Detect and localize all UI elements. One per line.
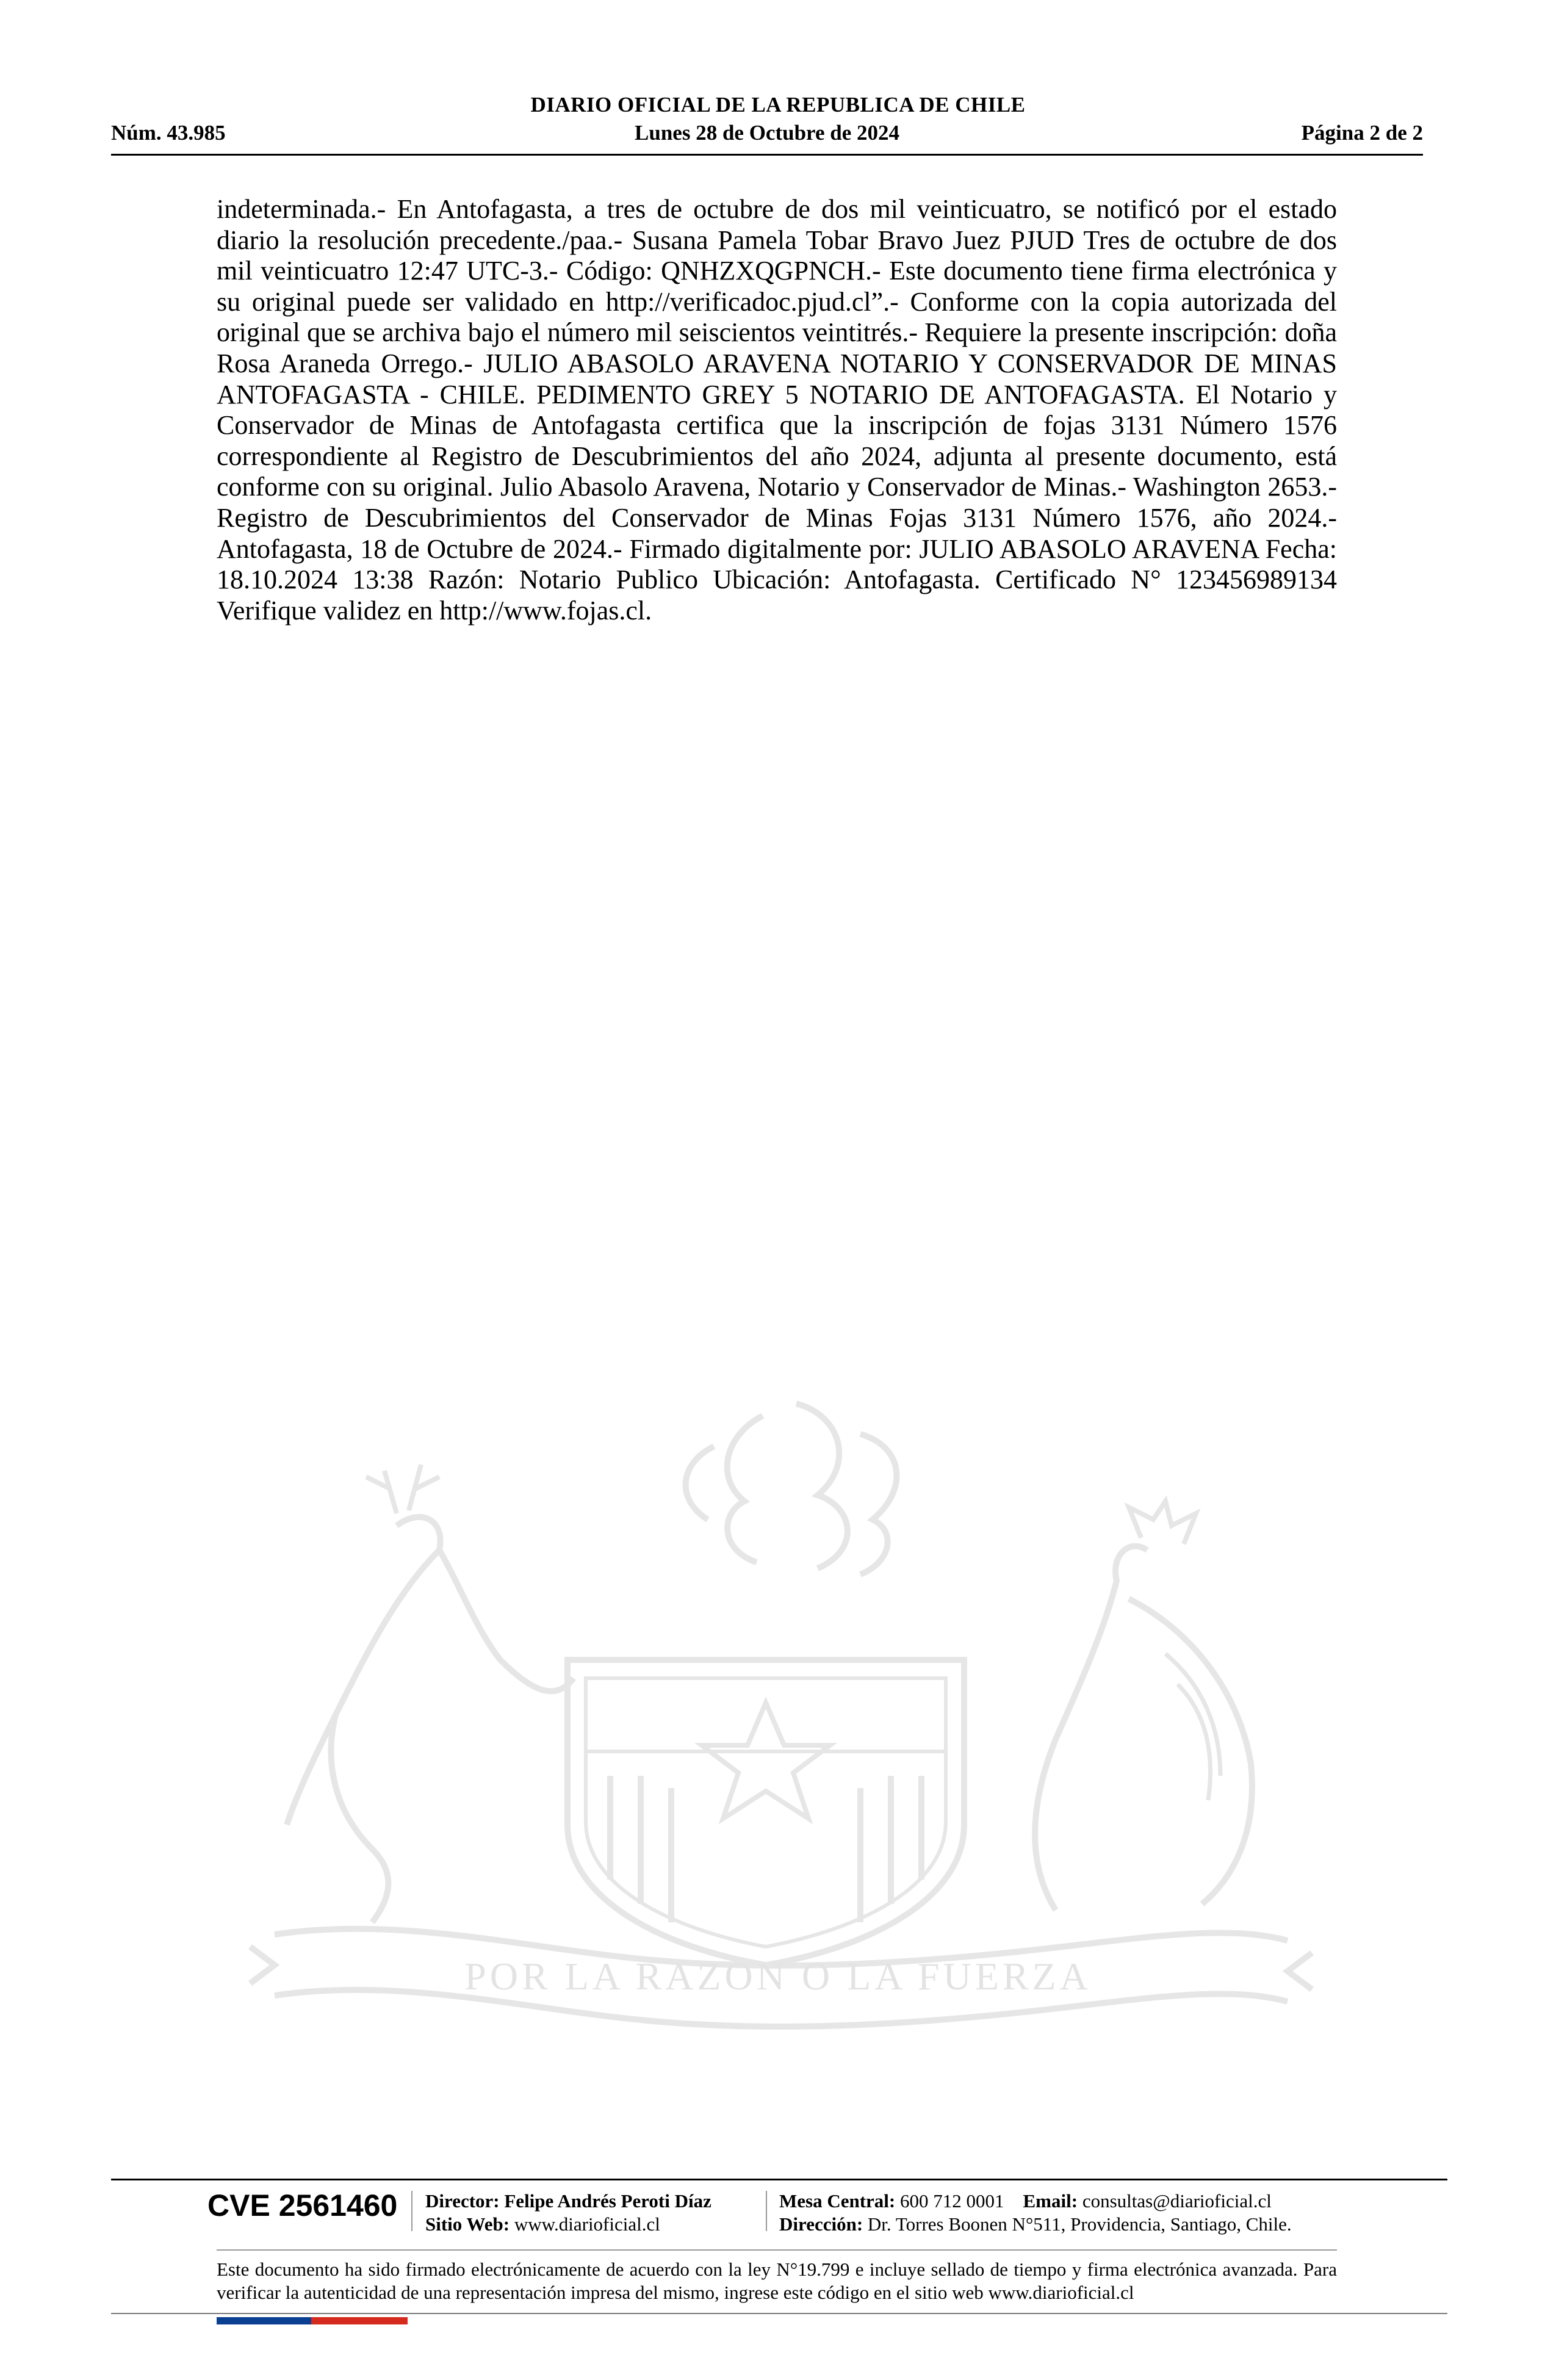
- footer-phone-email: Mesa Central: 600 712 0001 Email: consultas@diarioficial.cl: [779, 2190, 1272, 2212]
- footer-divider-top: [111, 2179, 1447, 2180]
- cve-code: CVE 2561460: [207, 2188, 398, 2223]
- newspaper-title: DIARIO OFICIAL DE LA REPUBLICA DE CHILE: [530, 93, 1026, 117]
- document-body-text: indeterminada.- En Antofagasta, a tres de octubre de dos mil veinticuatro, se notificó por el estado diario la resolución precedente./paa.- Susana Pamela Tobar Bravo Juez PJUD Tres de octubre de dos mil veinticuatro 12:47 UTC-3.- Código: QNHZXQGPNCH.- Este documento tiene firma electrónica y su original puede ser validado en http://verificadoc.pjud.cl”.- Conforme con la copia autorizada del original que se archiva bajo el número mil seiscientos veintitrés.- Requiere la presente inscripción: doña Rosa Araneda Orrego.- JULIO ABASOLO ARAVENA NOTARIO Y CONSERVADOR DE MINAS ANTOFAGASTA - CHILE. PEDIMENTO GREY 5 NOTARIO DE ANTOFAGASTA. El Notario y Conservador de Minas de Antofagasta certifica que la inscripción de fojas 3131 Número 1576 correspondiente al Registro de Descubrimientos del año 2024, adjunta al presente documento, está conforme con su original. Julio Abasolo Aravena, Notario y Conservador de Minas.- Washington 2653.- Registro de Descubrimientos del Conservador de Minas Fojas 3131 Número 1576, año 2024.- Antofagasta, 18 de Octubre de 2024.- Firmado digitalmente por: JULIO ABASOLO ARAVENA Fecha: 18.10.2024 13:38 Razón: Notario Publico Ubicación: Antofagasta. Certificado N° 123456989134 Verifique validez en http://www.fojas.cl.: [217, 194, 1337, 626]
- footer-director: Director: Felipe Andrés Peroti Díaz: [425, 2190, 711, 2212]
- footer-address: Dirección: Dr. Torres Boonen N°511, Providencia, Santiago, Chile.: [779, 2213, 1292, 2235]
- footer-separator: [411, 2191, 412, 2231]
- page-number: Página 2 de 2: [1301, 121, 1423, 145]
- footer-disclaimer: Este documento ha sido firmado electrónicamente de acuerdo con la ley N°19.799 e incluye sellado de tiempo y firma electrónica avanzada. Para verificar la autenticidad de una representación impresa del mismo, ingrese este código en el sitio web www.diarioficial.cl: [217, 2259, 1337, 2303]
- footer-contact-block: [779, 2190, 1292, 2236]
- motto-text: POR LA RAZON O LA FUERZA: [464, 1955, 1092, 1998]
- issue-date: Lunes 28 de Octubre de 2024: [635, 121, 899, 145]
- header-row: [111, 121, 1423, 148]
- website-link[interactable]: www.diarioficial.cl: [514, 2213, 660, 2235]
- header-divider: [111, 154, 1423, 156]
- issue-number: Núm. 43.985: [111, 121, 226, 145]
- flag-stripe-blue: [217, 2317, 311, 2324]
- footer-director-block: [425, 2190, 711, 2236]
- email-link[interactable]: consultas@diarioficial.cl: [1082, 2190, 1272, 2212]
- footer-separator: [766, 2191, 767, 2231]
- footer-divider-mid: [217, 2249, 1337, 2251]
- footer-website: Sitio Web: www.diarioficial.cl: [425, 2213, 660, 2235]
- footer-divider-bottom: [111, 2313, 1447, 2314]
- coat-of-arms-watermark: [214, 1397, 1342, 2038]
- flag-stripe-red: [311, 2317, 408, 2324]
